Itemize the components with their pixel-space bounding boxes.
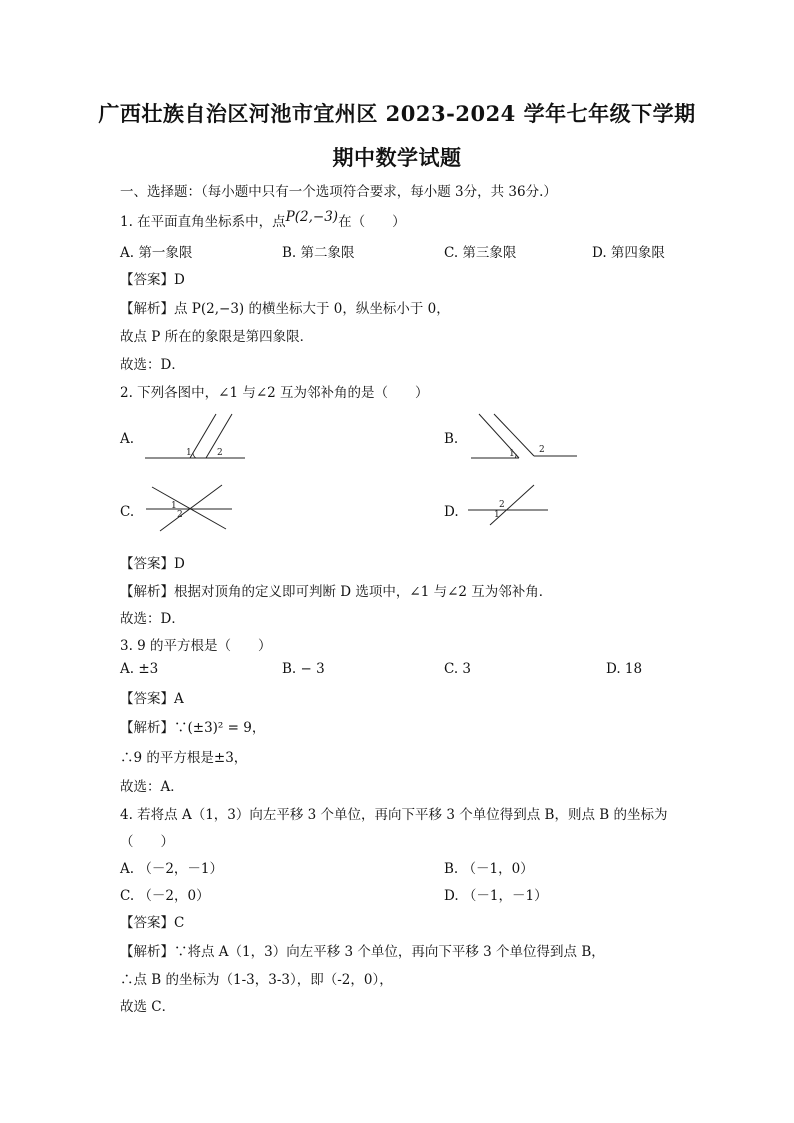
fig-c-label-1: 1 <box>171 501 177 511</box>
q3-analysis-1 <box>120 716 265 736</box>
q2-figure-b <box>466 412 581 462</box>
q4-analysis-label: 【解析】 <box>120 944 174 960</box>
q2-option-d-label: D. <box>444 504 459 520</box>
q4-stem-2: （ ） <box>120 834 174 850</box>
fig-c-diagonal-1 <box>152 487 226 529</box>
q1-stem <box>120 210 406 230</box>
q2-figure-b-svg <box>466 412 581 462</box>
q2-analysis-label: 【解析】 <box>120 584 174 600</box>
q1-option-b: B. 第二象限 <box>282 245 355 261</box>
q4-answer: 【答案】C <box>120 915 185 931</box>
q3-stem: 3. 9 的平方根是（ ） <box>120 638 272 654</box>
q2-figure-a <box>140 412 250 462</box>
q1-analysis-1 <box>120 297 450 317</box>
q1-analysis-label: 【解析】 <box>120 301 174 317</box>
q3-analysis-text-1: ∵(±3)² = 9， <box>174 720 266 736</box>
fig-a-label-1: 1 <box>186 448 192 458</box>
q4-analysis-2: ∴点 B 的坐标为（1-3，3-3），即（-2，0）， <box>120 972 393 988</box>
fig-d-label-1: 1 <box>494 510 500 520</box>
q4-option-c: C. （－2，0） <box>120 888 210 904</box>
q2-option-c-label: C. <box>120 504 135 520</box>
q1-option-a: A. 第一象限 <box>120 245 193 261</box>
q3-conclusion: 故选：A． <box>120 779 184 795</box>
q3-analysis-label: 【解析】 <box>120 720 174 736</box>
fig-a-angle-arc <box>193 453 196 458</box>
fig-c-diagonal-2 <box>160 485 222 531</box>
q4-stem-1: 4. 若将点 A（1，3）向左平移 3 个单位，再向下平移 3 个单位得到点 B，则点 B 的坐标为 <box>120 807 668 823</box>
q4-conclusion: 故选 C． <box>120 999 176 1015</box>
q2-figure-d-svg <box>466 483 550 529</box>
document-title-line2: 期中数学试题 <box>332 145 462 170</box>
q2-analysis-1 <box>120 580 552 600</box>
q1-conclusion: 故选：D． <box>120 357 185 373</box>
q2-answer: 【答案】D <box>120 556 185 572</box>
q4-option-a: A. （－2，－1） <box>120 861 224 877</box>
fig-b-label-1: 1 <box>509 449 515 459</box>
q3-answer: 【答案】A <box>120 691 184 707</box>
document-title-line1: 广西壮族自治区河池市宜州区 2023-2024 学年七年级下学期 <box>98 101 696 126</box>
q1-option-c: C. 第三象限 <box>444 245 517 261</box>
q1-option-d: D. 第四象限 <box>592 245 665 261</box>
q2-figure-c <box>144 483 236 535</box>
fig-d-label-2: 2 <box>499 500 505 510</box>
q2-option-b-label: B. <box>444 431 459 447</box>
fig-c-label-2: 2 <box>177 510 183 520</box>
q4-analysis-text-1: ∵将点 A（1，3）向左平移 3 个单位，再向下平移 3 个单位得到点 B， <box>174 944 605 960</box>
q4-option-b: B. （－1，0） <box>444 861 534 877</box>
q3-option-b: B. − 3 <box>282 661 325 677</box>
q4-analysis-1 <box>120 940 605 960</box>
q1-stem-post: 在（ ） <box>338 214 406 230</box>
fig-b-label-2: 2 <box>539 445 545 455</box>
q3-option-c: C. 3 <box>444 661 472 677</box>
q1-answer: 【答案】D <box>120 272 185 288</box>
q2-analysis-text-1: 根据对顶角的定义即可判断 D 选项中，∠1 与∠2 互为邻补角． <box>174 584 553 600</box>
q3-option-d: D. 18 <box>606 661 643 677</box>
q3-option-a: A. ±3 <box>120 661 159 677</box>
q4-option-d: D. （－1，－1） <box>444 888 548 904</box>
q1-analysis-text-1: 点 P(2,−3) 的横坐标大于 0，纵坐标小于 0， <box>174 301 450 317</box>
q2-figure-a-svg <box>140 412 250 462</box>
fig-a-ray-1 <box>190 414 216 458</box>
q1-stem-pre: 1. 在平面直角坐标系中，点 <box>120 214 286 230</box>
q1-point: P(2,−3) <box>285 209 339 225</box>
q2-option-a-label: A. <box>120 431 135 447</box>
section-heading: 一、选择题：（每小题中只有一个选项符合要求，每小题 3分，共 36分.） <box>120 184 557 200</box>
q2-figure-c-svg <box>144 483 236 535</box>
q2-conclusion: 故选：D． <box>120 611 185 627</box>
q1-analysis-2: 故点 P 所在的象限是第四象限． <box>120 329 314 345</box>
fig-a-label-2: 2 <box>217 448 223 458</box>
q3-analysis-2: ∴9 的平方根是±3， <box>120 750 248 766</box>
q2-figure-d <box>466 483 550 529</box>
q2-stem: 2. 下列各图中，∠1 与∠2 互为邻补角的是（ ） <box>120 385 429 401</box>
